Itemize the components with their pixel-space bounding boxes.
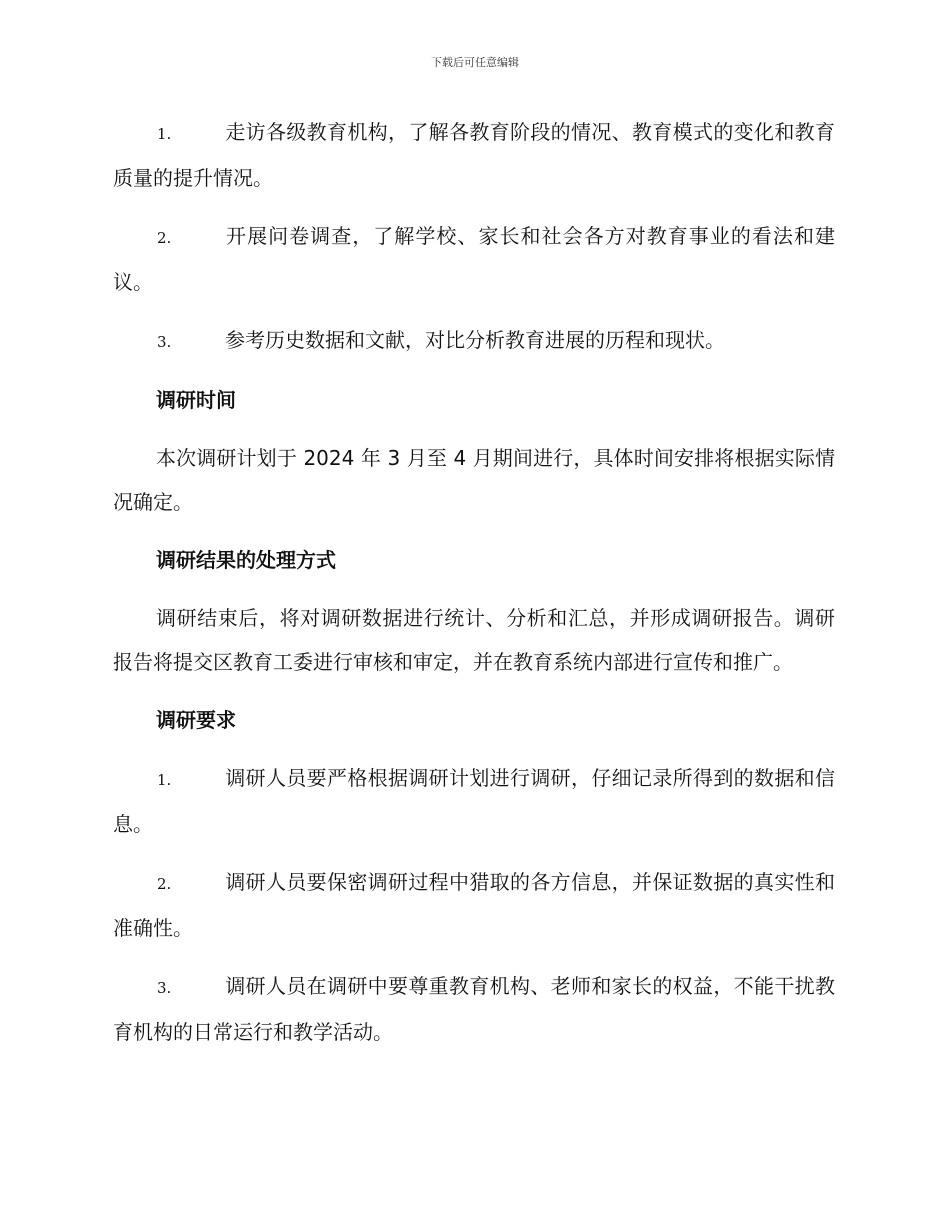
- list-number: 1.: [157, 125, 172, 143]
- list-number: 1.: [157, 771, 172, 789]
- list-text: 调研人员要严格根据调研计划进行调研，仔细记录所得到的数据和信息。: [113, 766, 835, 836]
- document-body: [113, 110, 835, 1068]
- section-heading-time: 调研时间: [156, 388, 236, 412]
- list-item: [113, 964, 835, 1054]
- list-text: 调研人员在调研中要尊重教育机构、老师和家长的权益，不能干扰教育机构的日常运行和教学活动。: [113, 974, 835, 1044]
- list-number: 3.: [157, 333, 172, 351]
- list-number: 2.: [157, 875, 172, 893]
- list-item: [113, 214, 835, 304]
- list-text: 参考历史数据和文献，对比分析教育进展的历程和现状。: [225, 328, 725, 352]
- list-item: [113, 756, 835, 846]
- list-number: 2.: [157, 229, 172, 247]
- list-text: 走访各级教育机构，了解各教育阶段的情况、教育模式的变化和教育质量的提升情况。: [113, 120, 835, 190]
- section-heading-results: 调研结果的处理方式: [156, 548, 336, 572]
- list-item: [113, 860, 835, 950]
- section-heading-requirements: 调研要求: [156, 708, 236, 732]
- list-item: [113, 110, 835, 200]
- list-text: 调研人员要保密调研过程中猎取的各方信息，并保证数据的真实性和准确性。: [113, 870, 835, 940]
- paragraph-time: 本次调研计划于 2024 年 3 月至 4 月期间进行，具体时间安排将根据实际情况确定。: [113, 446, 835, 514]
- page-header: 下载后可任意编辑: [431, 56, 519, 69]
- list-number: 3.: [157, 979, 172, 997]
- paragraph-results: 调研结束后，将对调研数据进行统计、分析和汇总，并形成调研报告。调研报告将提交区教育工委进行审核和审定，并在教育系统内部进行宣传和推广。: [113, 606, 835, 674]
- list-text: 开展问卷调查，了解学校、家长和社会各方对教育事业的看法和建议。: [113, 224, 835, 294]
- list-item: [113, 318, 835, 364]
